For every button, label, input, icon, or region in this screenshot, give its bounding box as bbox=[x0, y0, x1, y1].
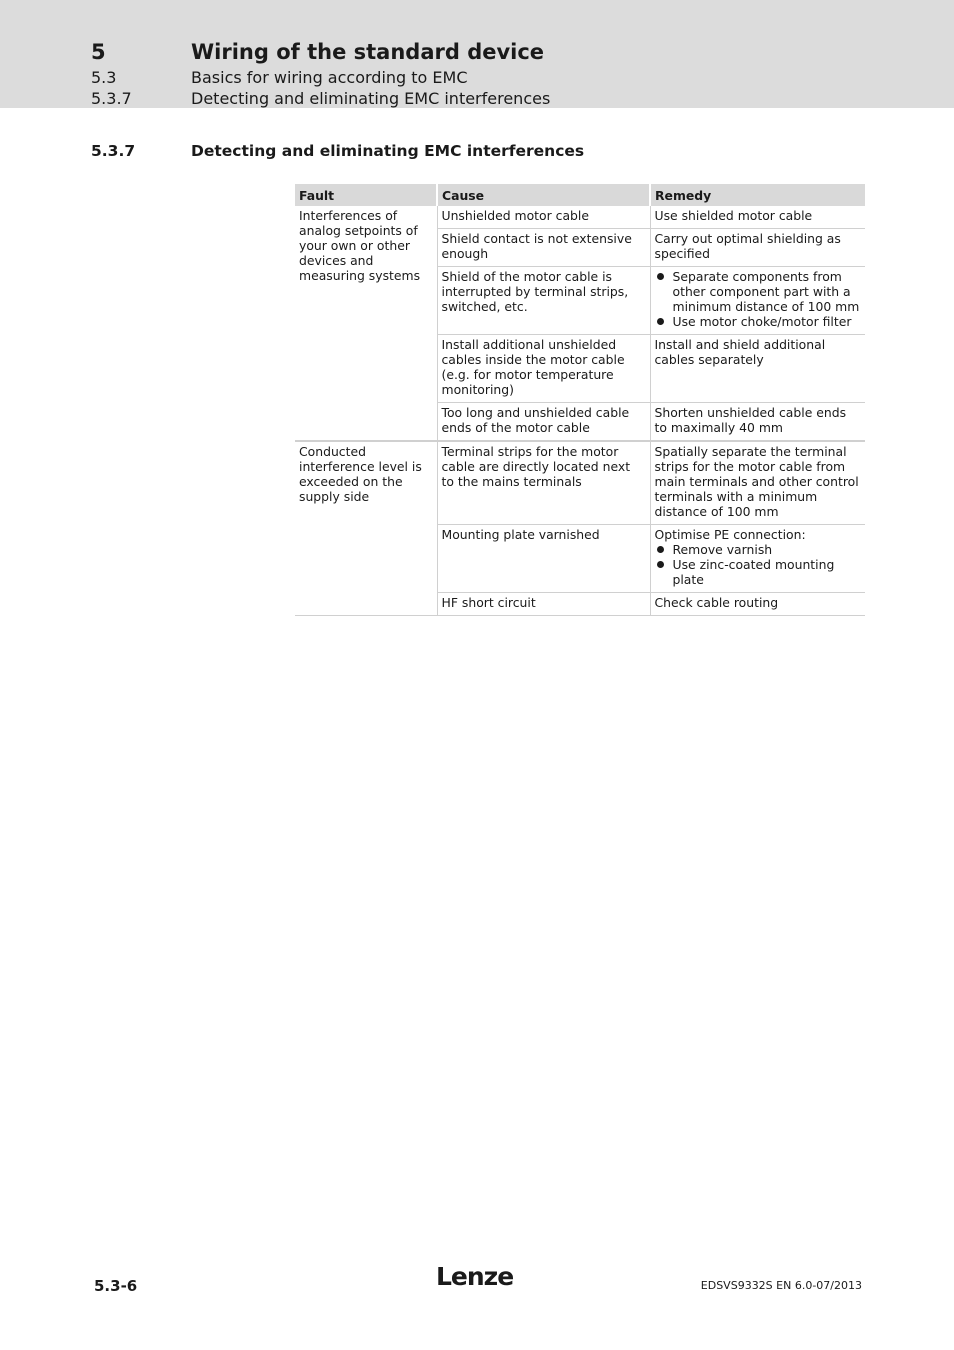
section-number: 5.3.7 bbox=[91, 142, 136, 160]
remedy-cell: Check cable routing bbox=[650, 593, 865, 616]
list-item: Use zinc-coated mounting plate bbox=[655, 557, 862, 587]
header-remedy: Remedy bbox=[650, 184, 865, 206]
table-row bbox=[295, 441, 865, 525]
remedy-intro: Optimise PE connection: bbox=[654, 527, 806, 542]
list-item: Separate components from other component part with a minimum distance of 100 mm bbox=[655, 269, 862, 314]
remedy-cell bbox=[650, 267, 865, 335]
cause-cell: Too long and unshielded cable ends of the motor cable bbox=[437, 403, 650, 442]
remedy-cell: Install and shield additional cables separately bbox=[650, 335, 865, 403]
cause-cell: Mounting plate varnished bbox=[437, 525, 650, 593]
subsubsection-number: 5.3.7 bbox=[91, 89, 132, 108]
table-header-row bbox=[295, 184, 865, 206]
remedy-cell: Shorten unshielded cable ends to maximally 40 mm bbox=[650, 403, 865, 442]
remedy-cell bbox=[650, 525, 865, 593]
header-fault: Fault bbox=[295, 184, 437, 206]
cause-cell: Terminal strips for the motor cable are directly located next to the mains terminals bbox=[437, 441, 650, 525]
chapter-number: 5 bbox=[91, 40, 106, 64]
list-item: Remove varnish bbox=[655, 542, 862, 557]
header-cause: Cause bbox=[437, 184, 650, 206]
chapter-heading bbox=[0, 40, 954, 70]
table-row bbox=[295, 206, 865, 229]
cause-cell: Shield contact is not extensive enough bbox=[437, 229, 650, 267]
page-number: 5.3-6 bbox=[94, 1277, 138, 1295]
emc-fault-table bbox=[295, 184, 865, 616]
remedy-bullet-list bbox=[655, 269, 862, 329]
subsubsection-heading bbox=[0, 89, 954, 111]
fault-cell: Conducted interference level is exceeded on the supply side bbox=[295, 441, 437, 616]
cause-cell: Install additional unshielded cables inside the motor cable (e.g. for motor temperature monitoring) bbox=[437, 335, 650, 403]
lenze-logo: Lenze bbox=[436, 1262, 514, 1291]
remedy-cell: Carry out optimal shielding as specified bbox=[650, 229, 865, 267]
remedy-cell: Use shielded motor cable bbox=[650, 206, 865, 229]
subsection-number: 5.3 bbox=[91, 68, 117, 87]
subsection-title: Basics for wiring according to EMC bbox=[191, 68, 468, 87]
document-id: EDSVS9332S EN 6.0-07/2013 bbox=[700, 1279, 862, 1292]
list-item: Use motor choke/motor filter bbox=[655, 314, 862, 329]
cause-cell: Shield of the motor cable is interrupted by terminal strips, switched, etc. bbox=[437, 267, 650, 335]
section-title: Detecting and eliminating EMC interferences bbox=[191, 142, 585, 160]
chapter-title: Wiring of the standard device bbox=[191, 40, 545, 64]
cause-cell: HF short circuit bbox=[437, 593, 650, 616]
cause-cell: Unshielded motor cable bbox=[437, 206, 650, 229]
subsubsection-title: Detecting and eliminating EMC interferences bbox=[191, 89, 551, 108]
remedy-cell: Spatially separate the terminal strips for the motor cable from main terminals and other control terminals with a minimum distance of 100 mm bbox=[650, 441, 865, 525]
fault-cell: Interferences of analog setpoints of your own or other devices and measuring systems bbox=[295, 206, 437, 441]
subsection-heading bbox=[0, 68, 954, 90]
remedy-bullet-list bbox=[655, 542, 862, 587]
